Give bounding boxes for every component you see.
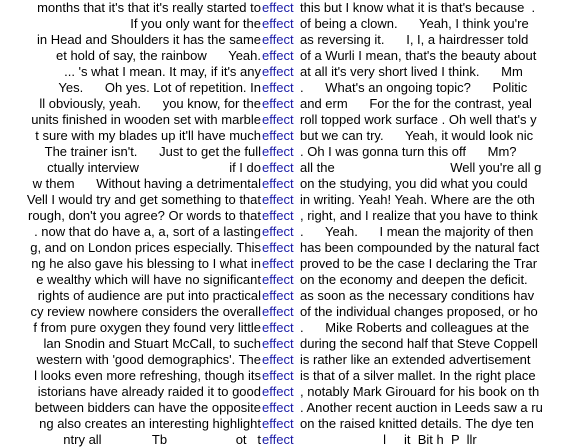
keyword[interactable]: effect xyxy=(262,208,294,223)
keyword[interactable]: effect xyxy=(262,320,294,335)
concordance-line xyxy=(0,0,565,16)
concordance-line xyxy=(0,16,565,32)
keyword[interactable]: effect xyxy=(262,32,294,47)
right-context: , notably Mark Girouard for his book on th xyxy=(300,384,540,399)
concordance-line xyxy=(0,208,565,224)
right-context: has been compounded by the natural fact xyxy=(300,240,540,255)
left-context: et hold of say, the rainbow Yeah. xyxy=(55,48,261,63)
left-context: t sure with my blades up it'll have much xyxy=(35,128,261,143)
keyword[interactable]: effect xyxy=(262,432,294,447)
concordance-line xyxy=(0,64,565,80)
right-context: of being a clown. Yeah, I think you're xyxy=(300,16,529,31)
keyword[interactable]: effect xyxy=(262,0,294,15)
left-context: Vell I would try and get something to that xyxy=(26,192,261,207)
right-context: at all it's very short lived I think. Mm xyxy=(300,64,523,79)
right-context: on the economy and deepen the deficit. xyxy=(300,272,528,287)
left-context: istorians have already raided it to good xyxy=(37,384,261,399)
concordance-line xyxy=(0,416,565,432)
left-context: w them Without having a detrimental xyxy=(32,176,261,191)
concordance-line xyxy=(0,96,565,112)
keyword[interactable]: effect xyxy=(262,64,294,79)
left-context: ntry all Tb ot t xyxy=(63,432,261,447)
concordance-line xyxy=(0,240,565,256)
keyword[interactable]: effect xyxy=(262,272,294,287)
right-context: is rather like an extended advertisement xyxy=(300,352,531,367)
concordance-line xyxy=(0,32,565,48)
right-context: as soon as the necessary conditions hav xyxy=(300,288,535,303)
concordance-line xyxy=(0,128,565,144)
right-context: roll topped work surface . Oh well that's y xyxy=(300,112,537,127)
right-context: and erm For the for the contrast, yeal xyxy=(300,96,532,111)
concordance-line xyxy=(0,176,565,192)
concordance-line xyxy=(0,48,565,64)
right-context: . Yeah. I mean the majority of then xyxy=(300,224,534,239)
keyword[interactable]: effect xyxy=(262,192,294,207)
keyword[interactable]: effect xyxy=(262,144,294,159)
right-context: . Mike Roberts and colleagues at the xyxy=(300,320,530,335)
left-context: ng also creates an interesting highlight xyxy=(39,416,261,431)
right-context: as reversing it. I, I, a hairdresser told xyxy=(300,32,529,47)
right-context: all the Well you're all g xyxy=(300,160,542,175)
right-context: . What's an ongoing topic? Politic xyxy=(300,80,528,95)
right-context: of a Wurli I mean, that's the beauty about xyxy=(300,48,537,63)
keyword[interactable]: effect xyxy=(262,16,294,31)
concordance-line xyxy=(0,288,565,304)
left-context: f from pure oxygen they found very little xyxy=(33,320,261,335)
right-context: on the raised knitted details. The dye ten xyxy=(300,416,534,431)
right-context: . Another recent auction in Leeds saw a ru xyxy=(300,400,543,415)
left-context: rights of audience are put into practical xyxy=(37,288,261,303)
left-context: l looks even more refreshing, though its xyxy=(34,368,261,383)
concordance-line xyxy=(0,272,565,288)
keyword[interactable]: effect xyxy=(262,224,294,239)
keyword[interactable]: effect xyxy=(262,304,294,319)
keyword[interactable]: effect xyxy=(262,112,294,127)
left-context: ctually interview if I do xyxy=(47,160,261,175)
keyword[interactable]: effect xyxy=(262,80,294,95)
keyword[interactable]: effect xyxy=(262,288,294,303)
left-context: ... 's what I mean. It may, if it's any xyxy=(64,64,261,79)
keyword[interactable]: effect xyxy=(262,400,294,415)
concordance-line xyxy=(0,320,565,336)
right-context: this but I know what it is that's because . xyxy=(300,0,536,15)
right-context: but we can try. Yeah, it would look nic xyxy=(300,128,534,143)
left-context: western with 'good demographics'. The xyxy=(36,352,261,367)
right-context: , right, and I realize that you have to think xyxy=(300,208,538,223)
keyword[interactable]: effect xyxy=(262,48,294,63)
left-context: ll obviously, yeah. you know, for the xyxy=(39,96,261,111)
concordance-line xyxy=(0,352,565,368)
keyword[interactable]: effect xyxy=(262,416,294,431)
left-context: . now that do have a, a, sort of a lasting xyxy=(34,224,261,239)
concordance-line xyxy=(0,192,565,208)
concordance-line xyxy=(0,432,565,448)
concordance-line xyxy=(0,112,565,128)
left-context: Yes. Oh yes. Lot of repetition. In xyxy=(58,80,261,95)
concordance-line xyxy=(0,80,565,96)
keyword[interactable]: effect xyxy=(262,336,294,351)
left-context: g, and on London prices especially. This xyxy=(30,240,261,255)
left-context: rough, don't you agree? Or words to that xyxy=(27,208,261,223)
left-context: The trainer isn't. Just to get the full xyxy=(44,144,261,159)
concordance-line xyxy=(0,400,565,416)
left-context: If you only want for the xyxy=(130,16,261,31)
concordance-line xyxy=(0,144,565,160)
concordance-line xyxy=(0,336,565,352)
right-context: during the second half that Steve Coppell xyxy=(300,336,538,351)
right-context: of the individual changes proposed, or ho xyxy=(300,304,538,319)
concordance-line xyxy=(0,256,565,272)
concordance-line xyxy=(0,160,565,176)
keyword[interactable]: effect xyxy=(262,176,294,191)
right-context: . Oh I was gonna turn this off Mm? xyxy=(300,144,517,159)
left-context: e wealthy which will have no significant xyxy=(36,272,261,287)
concordance-line xyxy=(0,368,565,384)
right-context: l it Bit h P llr xyxy=(300,432,477,447)
left-context: ng he also gave his blessing to I what in xyxy=(31,256,261,271)
right-context: is that of a silver mallet. In the right place xyxy=(300,368,536,383)
concordance-line xyxy=(0,304,565,320)
keyword[interactable]: effect xyxy=(262,128,294,143)
left-context: in Head and Shoulders it has the same xyxy=(36,32,261,47)
keyword[interactable]: effect xyxy=(262,96,294,111)
right-context: proved to be the case I declaring the Trar xyxy=(300,256,538,271)
keyword[interactable]: effect xyxy=(262,256,294,271)
left-context: cy review nowhere considers the overall xyxy=(30,304,261,319)
concordance-line xyxy=(0,224,565,240)
left-context: lan Snodin and Stuart McCall, to such xyxy=(43,336,261,351)
keyword[interactable]: effect xyxy=(262,368,294,383)
concordance-line xyxy=(0,384,565,400)
keyword[interactable]: effect xyxy=(262,384,294,399)
left-context: between bidders can have the opposite xyxy=(34,400,261,415)
keyword[interactable]: effect xyxy=(262,240,294,255)
keyword[interactable]: effect xyxy=(262,160,294,175)
left-context: months that it's that it's really started to xyxy=(37,0,261,15)
left-context: units finished in wooden set with marble xyxy=(31,112,261,127)
right-context: on the studying, you did what you could xyxy=(300,176,528,191)
keyword[interactable]: effect xyxy=(262,352,294,367)
right-context: in writing. Yeah! Yeah. Where are the oth xyxy=(300,192,535,207)
